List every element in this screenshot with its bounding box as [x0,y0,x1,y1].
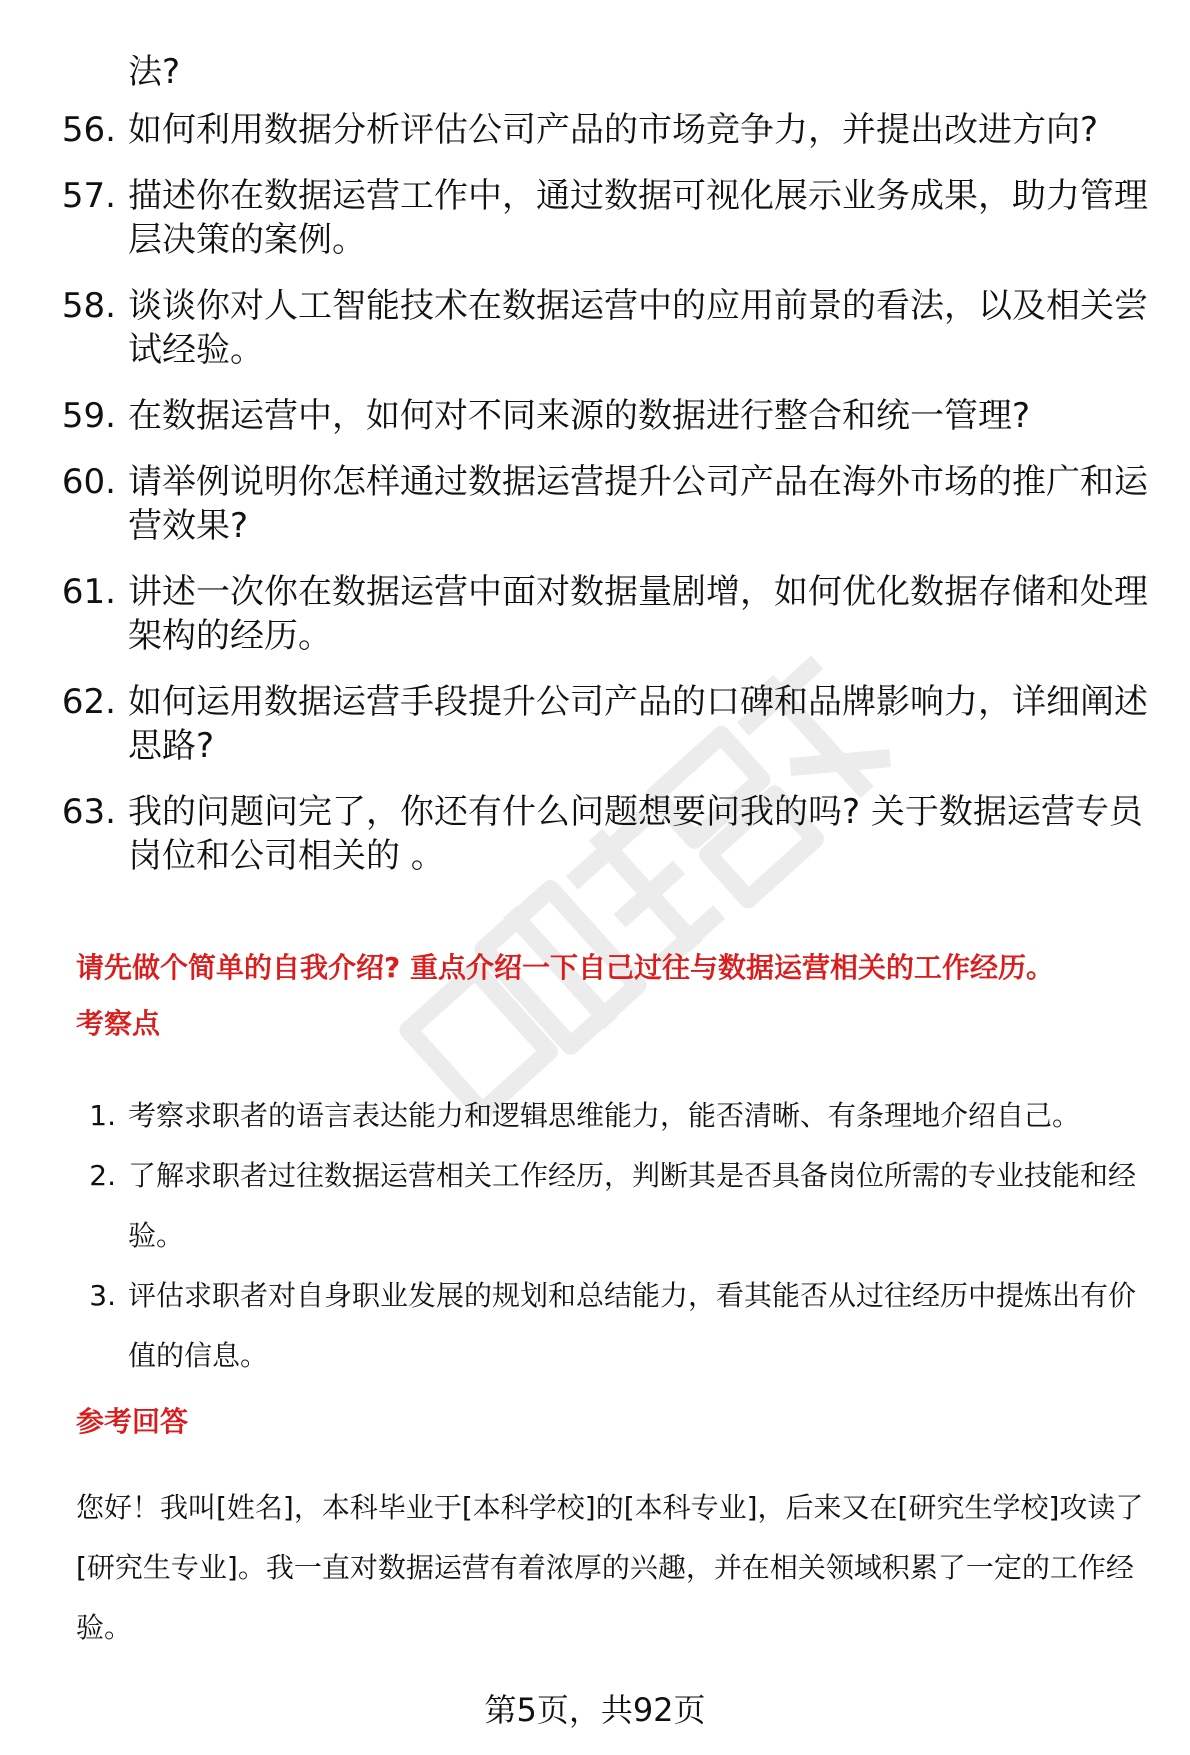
list-item [0,284,1190,372]
question-text: 我的问题问完了，你还有什么问题想要问我的吗? 关于数据运营专员岗位和公司相关的 。 [128,792,1143,876]
question-number: 60. [61,462,116,502]
continued-question-text: 法? [128,52,181,92]
list-item [0,1086,1190,1146]
point-text: 考察求职者的语言表达能力和逻辑思维能力，能否清晰、有条理地介绍自己。 [128,1099,1081,1132]
list-item [0,108,1190,152]
question-text: 讲述一次你在数据运营中面对数据量剧增，如何优化数据存储和处理架构的经历。 [128,572,1148,656]
assessment-heading: 考察点 [76,1007,161,1040]
point-number: 3. [89,1279,116,1312]
list-item [0,1266,1190,1386]
question-number: 58. [61,286,116,326]
question-number: 56. [61,110,116,150]
question-text: 请举例说明你怎样通过数据运营提升公司产品在海外市场的推广和运营效果? [128,462,1148,546]
list-item [0,680,1190,768]
question-number: 62. [61,682,116,722]
question-text: 描述你在数据运营工作中，通过数据可视化展示业务成果，助力管理层决策的案例。 [128,176,1148,260]
list-item [0,1146,1190,1266]
assessment-points [0,1086,1190,1386]
question-text: 谈谈你对人工智能技术在数据运营中的应用前景的看法，以及相关尝试经验。 [128,286,1148,370]
point-number: 2. [89,1159,116,1192]
reference-answer: 您好！我叫[姓名]，本科毕业于[本科学校]的[本科专业]，后来又在[研究生学校]攻读了[研究生专业]。我一直对数据运营有着浓厚的兴趣，并在相关领域积累了一定的工作经验。 [76,1491,1144,1644]
question-text: 如何运用数据运营手段提升公司产品的口碑和品牌影响力，详细阐述思路? [128,682,1148,766]
list-item [0,394,1190,438]
question-text: 如何利用数据分析评估公司产品的市场竞争力，并提出改进方向? [128,110,1099,150]
point-text: 了解求职者过往数据运营相关工作经历，判断其是否具备岗位所需的专业技能和经验。 [128,1159,1137,1252]
point-text: 评估求职者对自身职业发展的规划和总结能力，看其能否从过往经历中提炼出有价值的信息。 [128,1279,1137,1372]
question-text: 在数据运营中，如何对不同来源的数据进行整合和统一管理? [128,396,1031,436]
question-number: 59. [61,396,116,436]
question-number: 57. [61,176,116,216]
highlighted-question: 请先做个简单的自我介绍? 重点介绍一下自己过往与数据运营相关的工作经历。 [76,951,1054,984]
question-list [0,108,1190,900]
question-number: 61. [61,572,116,612]
list-item [0,174,1190,262]
list-item [0,460,1190,548]
list-item [0,790,1190,878]
reference-heading: 参考回答 [76,1405,189,1438]
point-number: 1. [89,1099,116,1132]
page-number: 第5页，共92页 [484,1691,706,1729]
question-number: 63. [61,792,116,832]
list-item [0,570,1190,658]
